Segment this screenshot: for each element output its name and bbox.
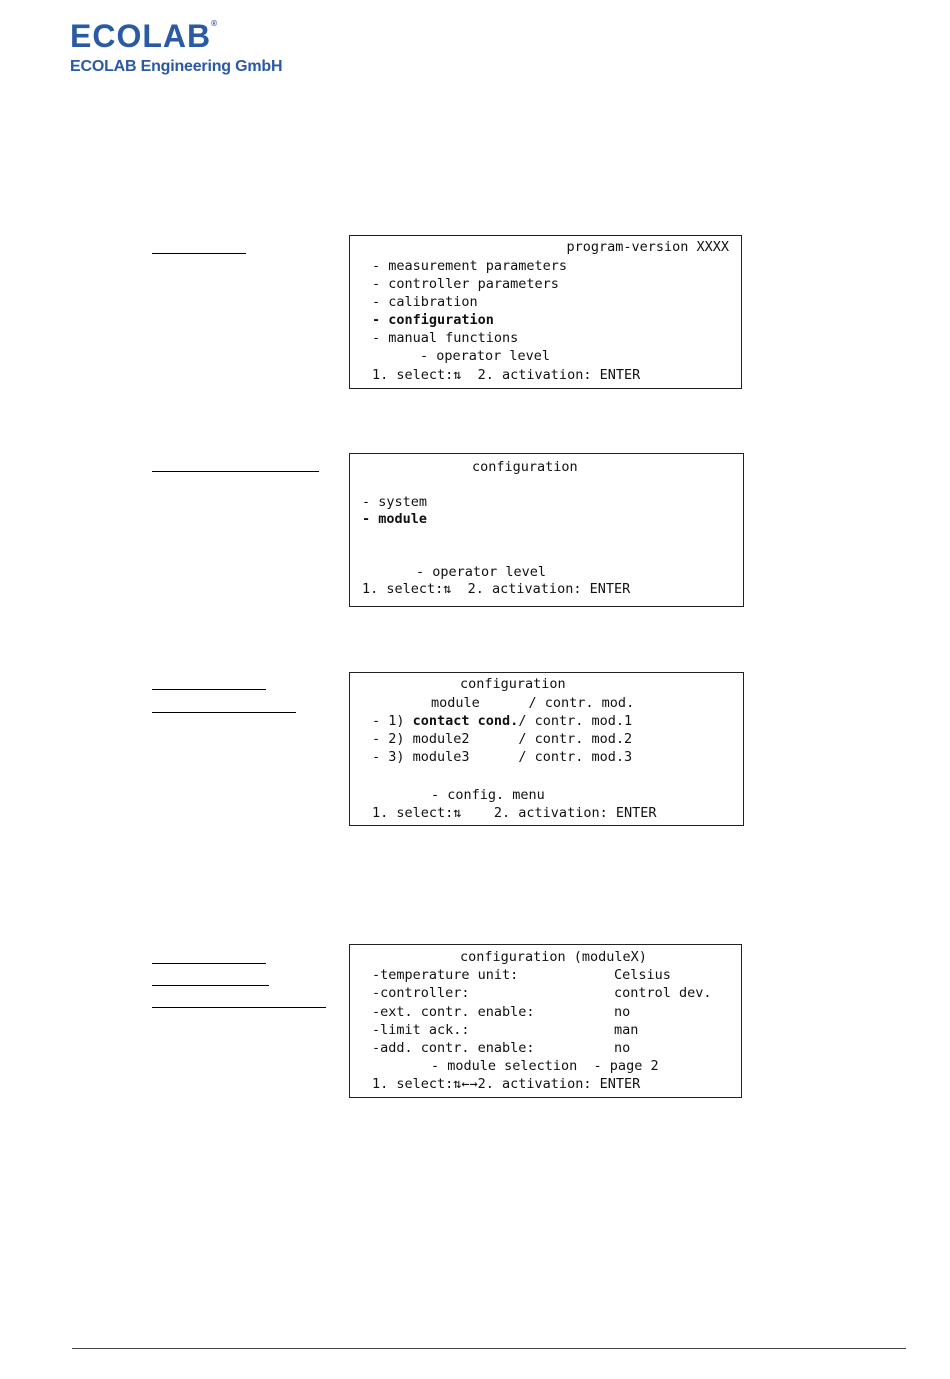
logo-wordmark: ECOLAB® (70, 18, 219, 54)
key-hint: 1. select:⇅ 2. activation: ENTER (372, 805, 657, 821)
margin-rule (152, 471, 319, 472)
column-header: module / contr. mod. (431, 695, 635, 711)
back-option[interactable]: - config. menu (431, 787, 545, 803)
module-row-selected[interactable]: - 1) contact cond./ contr. mod.1 (372, 713, 633, 729)
display-screen-main-menu (349, 235, 742, 389)
menu-item[interactable]: - manual functions (372, 330, 519, 346)
param-label: -add. contr. enable: (372, 1040, 535, 1056)
ecolab-logo (70, 20, 282, 76)
menu-item-selected[interactable]: - module (362, 511, 428, 527)
param-value[interactable]: no (614, 1040, 631, 1056)
margin-rule (152, 712, 296, 713)
module-row[interactable]: - 3) module3 / contr. mod.3 (372, 749, 633, 765)
param-value[interactable]: Celsius (614, 967, 671, 983)
back-option[interactable]: - operator level (420, 348, 551, 364)
module-row[interactable]: - 2) module2 / contr. mod.2 (372, 731, 633, 747)
company-name: ECOLAB Engineering GmbH (70, 58, 283, 75)
param-value[interactable]: no (614, 1004, 631, 1020)
param-label: -ext. contr. enable: (372, 1004, 535, 1020)
screen-title: program-version XXXX (566, 239, 729, 255)
menu-item-selected[interactable]: - configuration (372, 312, 494, 328)
footer-rule (72, 1348, 906, 1349)
key-hint: 1. select:⇅←→2. activation: ENTER (372, 1076, 641, 1092)
param-value[interactable]: man (614, 1022, 639, 1038)
display-screen-module-config (349, 944, 742, 1098)
back-option[interactable]: - module selection - page 2 (431, 1058, 659, 1074)
screen-title: configuration (460, 676, 566, 692)
margin-rule (152, 985, 269, 986)
screen-title: configuration (moduleX) (460, 949, 647, 965)
param-label: -temperature unit: (372, 967, 519, 983)
menu-item[interactable]: - system (362, 494, 428, 510)
param-label: -controller: (372, 985, 470, 1001)
menu-item[interactable]: - calibration (372, 294, 478, 310)
margin-rule (152, 689, 266, 690)
display-screen-configuration (349, 453, 744, 607)
param-label: -limit ack.: (372, 1022, 470, 1038)
margin-rule (152, 1007, 326, 1008)
key-hint: 1. select:⇅ 2. activation: ENTER (372, 367, 641, 383)
menu-item[interactable]: - controller parameters (372, 276, 559, 292)
back-option[interactable]: - operator level (416, 564, 547, 580)
param-value[interactable]: control dev. (614, 985, 712, 1001)
display-screen-module-list (349, 672, 744, 826)
key-hint: 1. select:⇅ 2. activation: ENTER (362, 581, 631, 597)
margin-rule (152, 963, 266, 964)
menu-item[interactable]: - measurement parameters (372, 258, 568, 274)
margin-rule (152, 253, 246, 254)
screen-title: configuration (472, 459, 578, 475)
